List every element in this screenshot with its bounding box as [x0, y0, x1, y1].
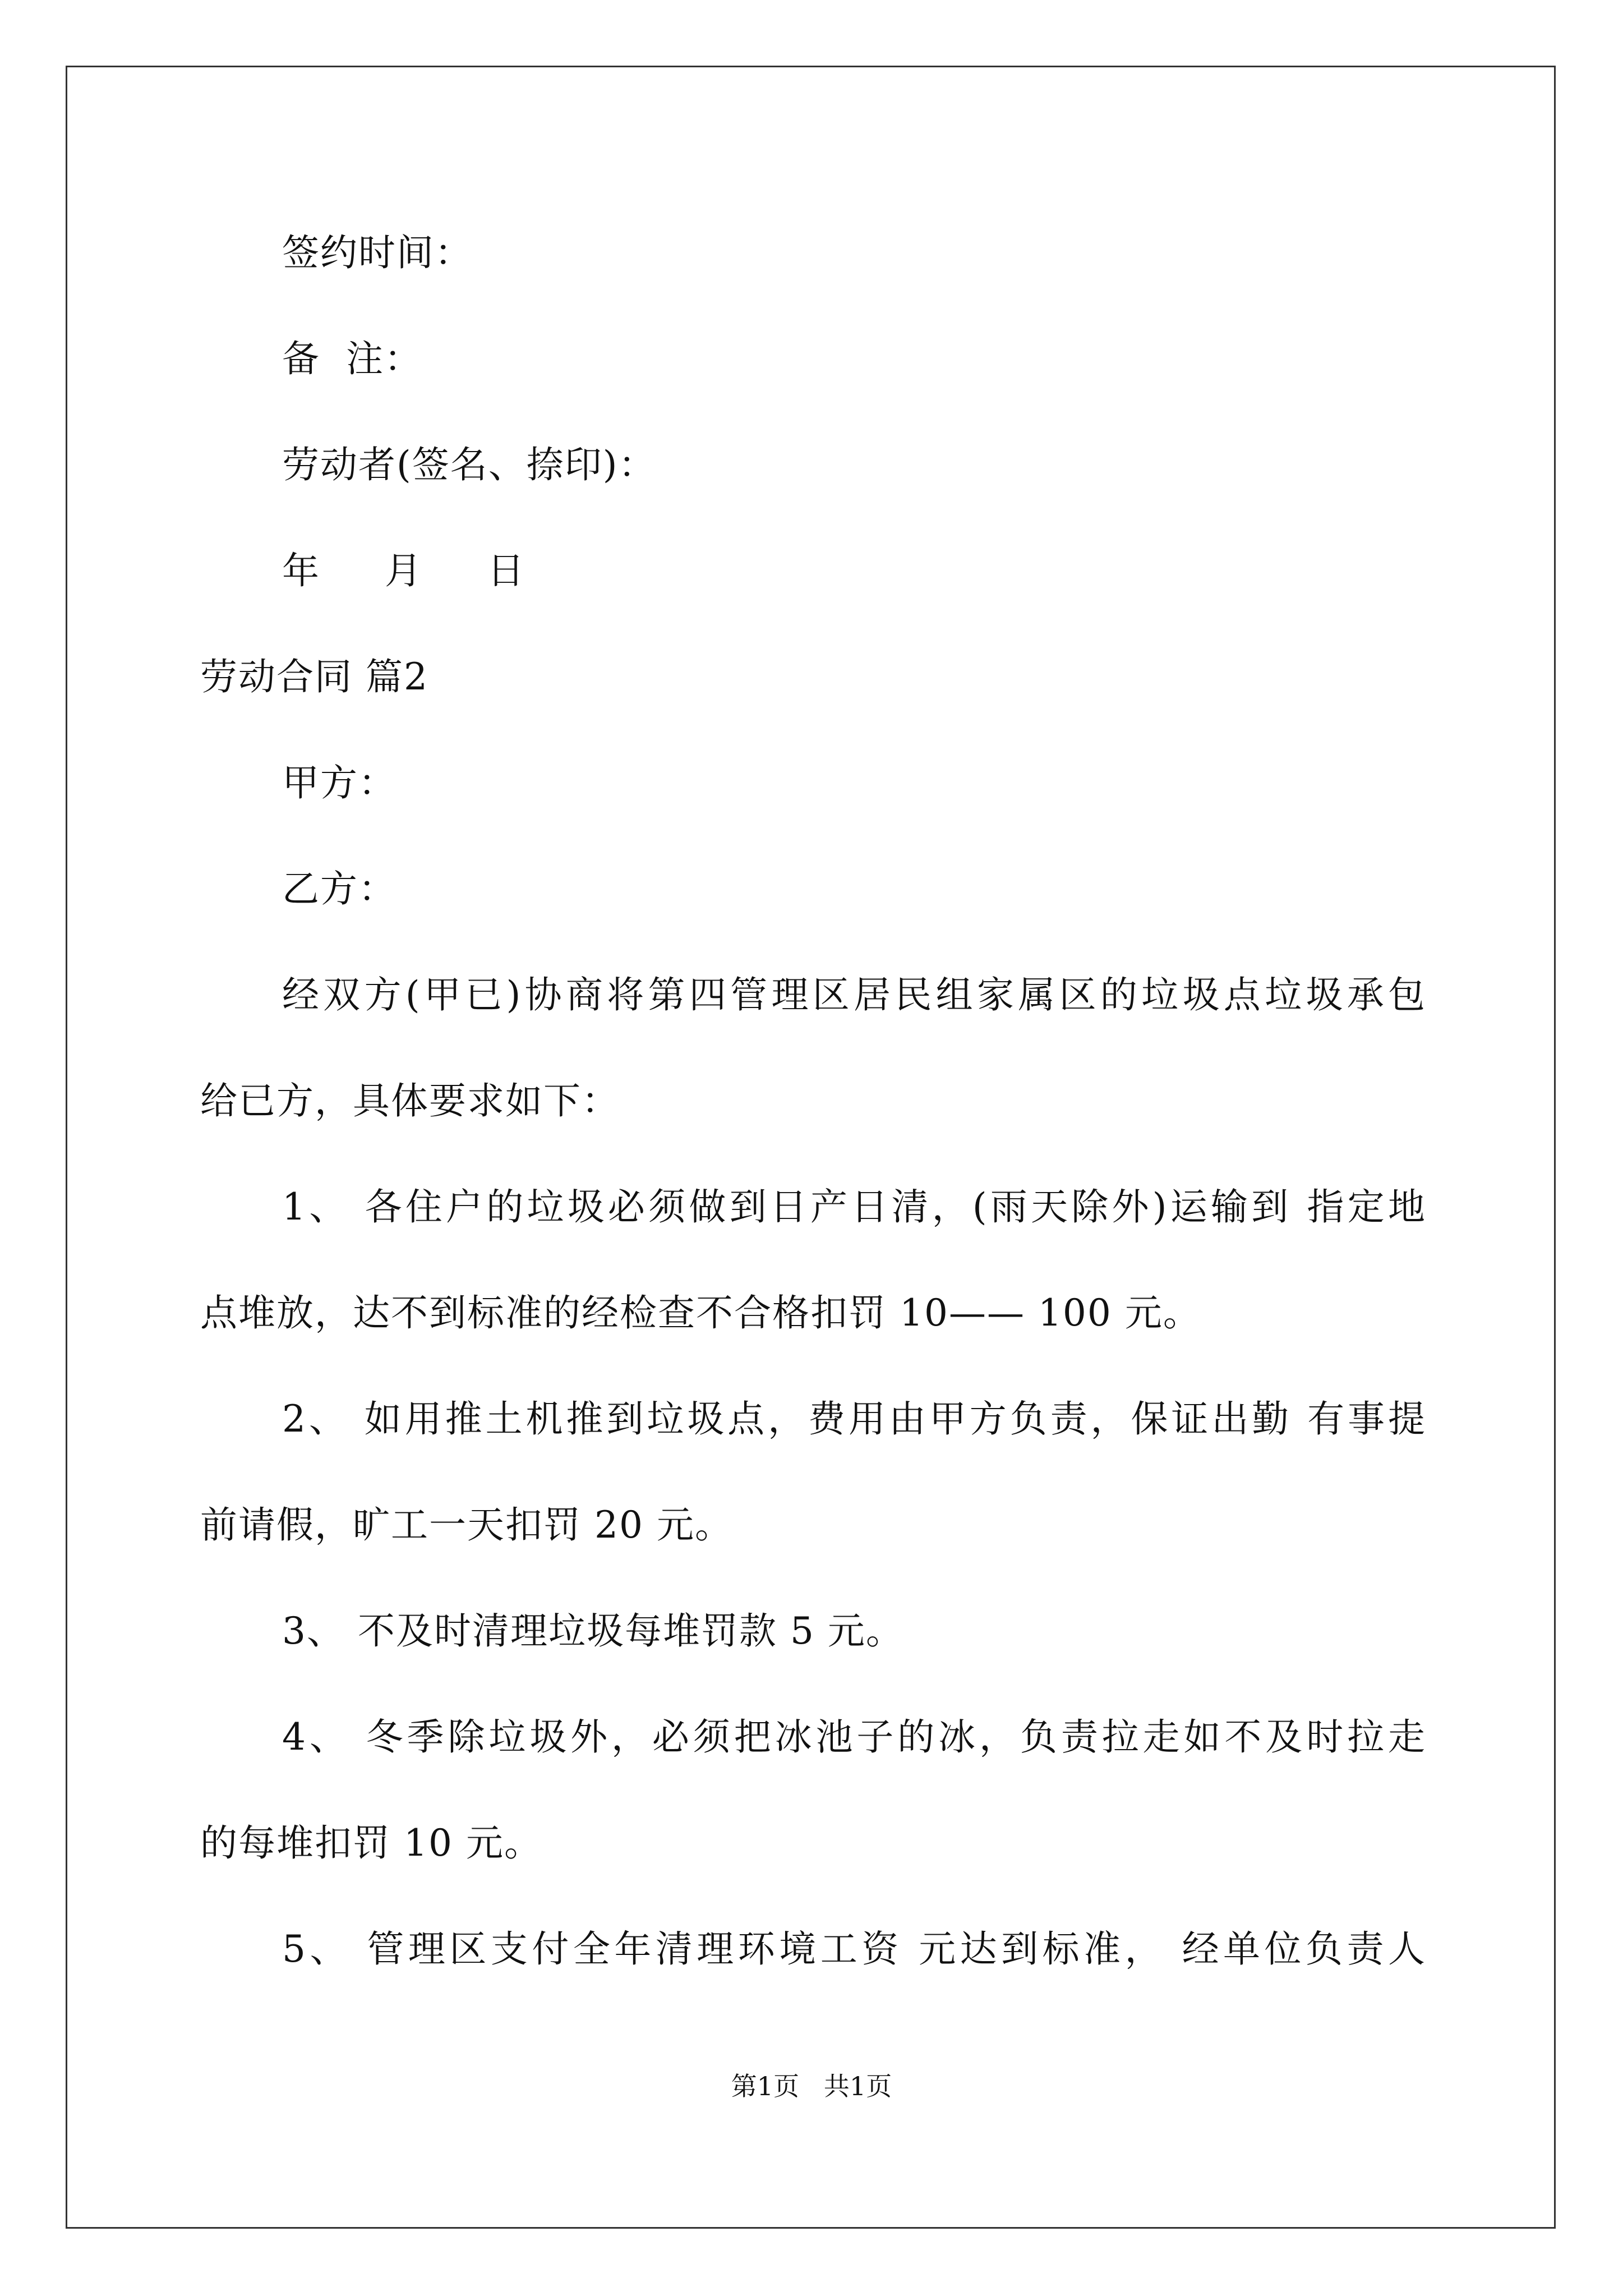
item-2-line-1: 2、 如用推土机推到垃圾点，费用由甲方负责，保证出勤 有事提 — [282, 1397, 1425, 1441]
item-1-line-2: 点堆放，达不到标准的经检查不合格扣罚 10—— 100 元。 — [200, 1291, 1201, 1335]
signing-time-label: 签约时间： — [282, 231, 473, 274]
date-line: 年 月 日 — [282, 549, 525, 592]
item-4-line-1: 4、 冬季除垃圾外，必须把冰池子的冰，负责拉走如不及时拉走 — [282, 1715, 1425, 1759]
item-1-line-1: 1、 各住户的垃圾必须做到日产日清，(雨天除外)运输到 指定地 — [282, 1185, 1425, 1228]
remark-label: 备 注： — [282, 337, 422, 380]
intro-paragraph-line-2: 给已方，具体要求如下： — [200, 1079, 620, 1122]
worker-signature-label: 劳动者(签名、捺印)： — [282, 443, 657, 486]
item-5-line-1: 5、 管理区支付全年清理环境工资 元达到标准， 经单位负责人 — [282, 1927, 1425, 1971]
party-b-label: 乙方： — [282, 867, 396, 910]
page-border — [66, 66, 1556, 2229]
item-3-line-1: 3、 不及时清理垃圾每堆罚款 5 元。 — [282, 1609, 904, 1653]
item-2-line-2: 前请假，旷工一天扣罚 20 元。 — [200, 1503, 733, 1547]
item-4-line-2: 的每堆扣罚 10 元。 — [200, 1821, 542, 1865]
intro-paragraph-line-1: 经双方(甲已)协商将第四管理区居民组家属区的垃圾点垃圾承包 — [282, 973, 1425, 1016]
party-a-label: 甲方： — [282, 761, 396, 804]
section-heading: 劳动合同 篇2 — [200, 655, 428, 698]
page-footer: 第1页 共1页 — [731, 2071, 892, 2101]
